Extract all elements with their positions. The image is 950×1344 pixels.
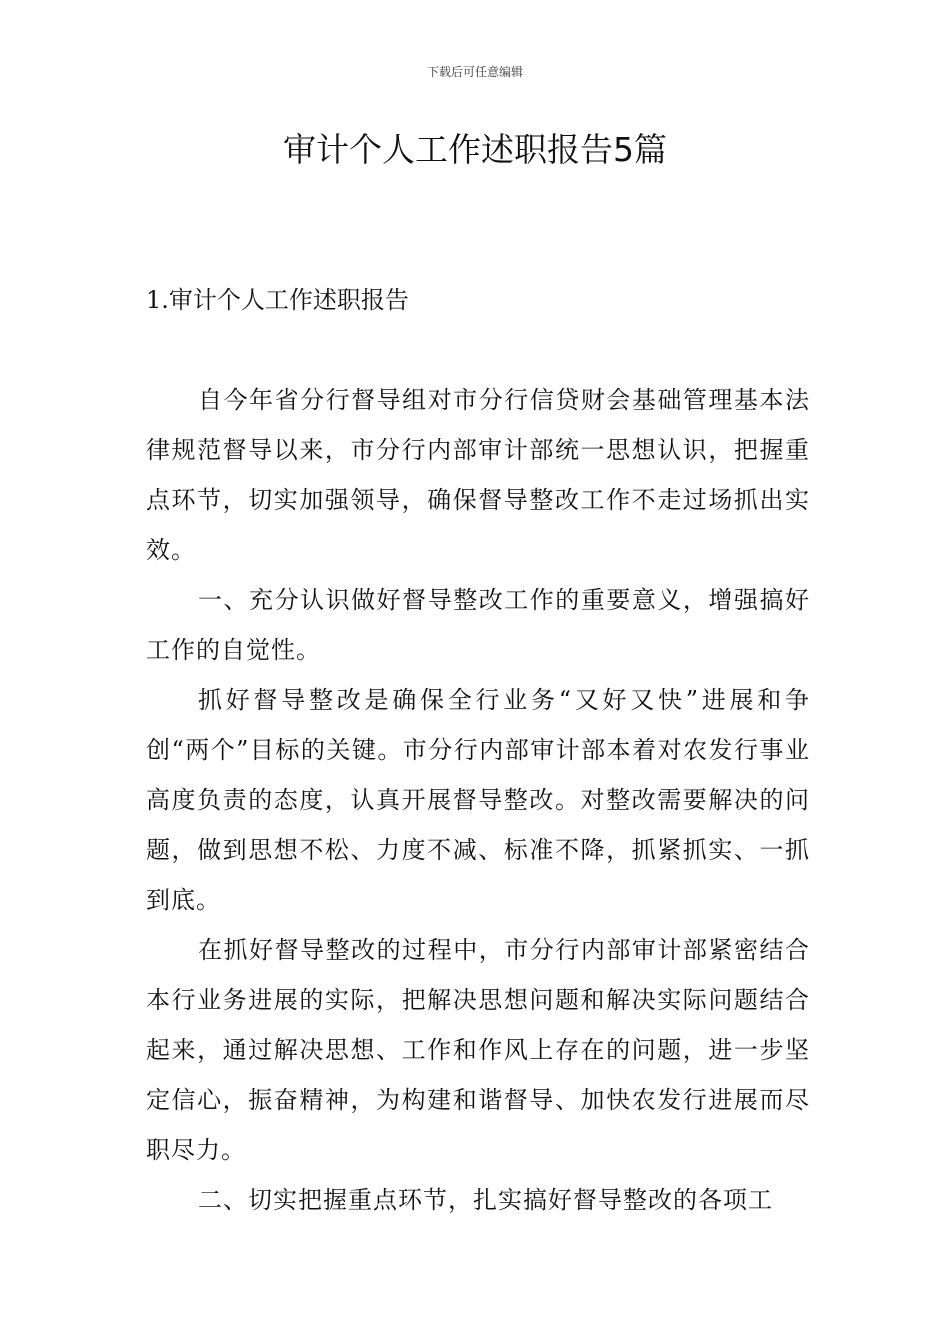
header-note: 下载后可任意编辑: [426, 65, 523, 79]
document-title: 审计个人工作述职报告5篇: [283, 130, 667, 169]
paragraph: 抓好督导整改是确保全行业务“又好又快”进展和争创“两个”目标的关键。市分行内部审计部本着对农发行事业高度负责的态度，认真开展督导整改。对整改需要解决的问题，做到思想不松、力度不减、标准不降，抓紧抓实、一抓到底。: [146, 686, 810, 914]
paragraph: 在抓好督导整改的过程中，市分行内部审计部紧密结合本行业务进展的实际，把解决思想问题和解决实际问题结合起来，通过解决思想、工作和作风上存在的问题，进一步坚定信心，振奋精神，为构建和谐督导、加快农发行进展而尽职尽力。: [146, 936, 810, 1164]
section-heading: 1.审计个人工作述职报告: [146, 286, 409, 314]
paragraph: 一、充分认识做好督导整改工作的重要意义，增强搞好工作的自觉性。: [146, 586, 810, 664]
body-text: [146, 375, 810, 1225]
paragraph: 二、切实把握重点环节，扎实搞好督导整改的各项工: [198, 1186, 773, 1214]
paragraph: 自今年省分行督导组对市分行信贷财会基础管理基本法律规范督导以来，市分行内部审计部统一思想认识，把握重点环节，切实加强领导，确保督导整改工作不走过场抓出实效。: [146, 386, 810, 564]
